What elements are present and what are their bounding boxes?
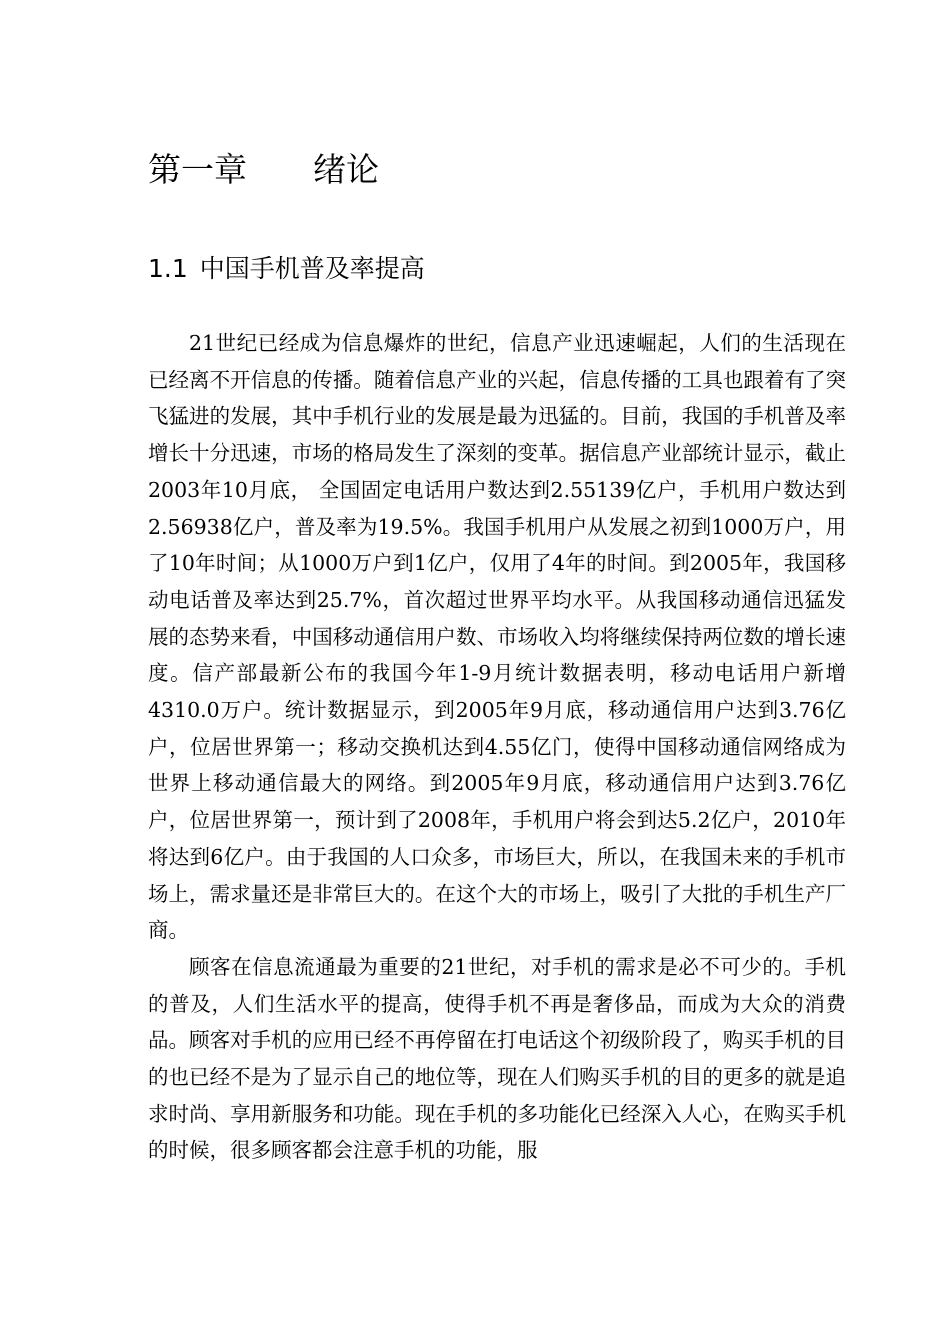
paragraph-2: 顾客在信息流通最为重要的21世纪，对手机的需求是必不可少的。手机的普及，人们生活水平的提高，使得手机不再是奢侈品，而成为大众的消费品。顾客对手机的应用已经不再停留在打电话这个初级阶段了，购买手机的目的也已经不是为了显示自己的地位等，现在人们购买手机的目的更多的就是追求时尚、享用新服务和功能。现在手机的多功能化已经深入人心，在购买手机的时候，很多顾客都会注意手机的功能，服 (148, 954, 846, 1163)
paragraph-1: 21世纪已经成为信息爆炸的世纪，信息产业迅速崛起，人们的生活现在已经离不开信息的传播。随着信息产业的兴起，信息传播的工具也跟着有了突飞猛进的发展，其中手机行业的发展是最为迅猛的。目前，我国的手机普及率增长十分迅速，市场的格局发生了深刻的变革。据信息产业部统计显示，截止2003年10月底， 全国固定电话用户数达到2.55139亿户，手机用户数达到2.56938亿户，普及率为19.5%。我国手机用户从发展之初到1000万户，用了10年时间；从1000万户到1亿户，仅用了4年的时间。到2005年，我国移动电话普及率达到25.7%，首次超过世界平均水平。从我国移动通信迅猛发展的态势来看，中国移动通信用户数、市场收入均将继续保持两位数的增长速度。信产部最新公布的我国今年1-9月统计数据表明，移动电话用户新增4310.0万户。统计数据显示，到2005年9月底，移动通信用户达到3.76亿户，位居世界第一；移动交换机达到4.55亿门，使得中国移动通信网络成为世界上移动通信最大的网络。到2005年9月底，移动通信用户达到3.76亿户，位居世界第一，预计到了2008年，手机用户将会到达5.2亿户，2010年将达到6亿户。由于我国的人口众多，市场巨大，所以，在我国未来的手机市场上，需求量还是非常巨大的。在这个大的市场上，吸引了大批的手机生产厂商。 (148, 331, 846, 943)
section-name: 中国手机普及率提高 (199, 254, 425, 283)
section-number: 1.1 (148, 254, 188, 283)
section-title (148, 250, 425, 288)
body-text (148, 325, 846, 1169)
chapter-number: 第一章 (148, 150, 247, 189)
chapter-name: 绪论 (313, 150, 379, 189)
chapter-title (148, 146, 379, 194)
